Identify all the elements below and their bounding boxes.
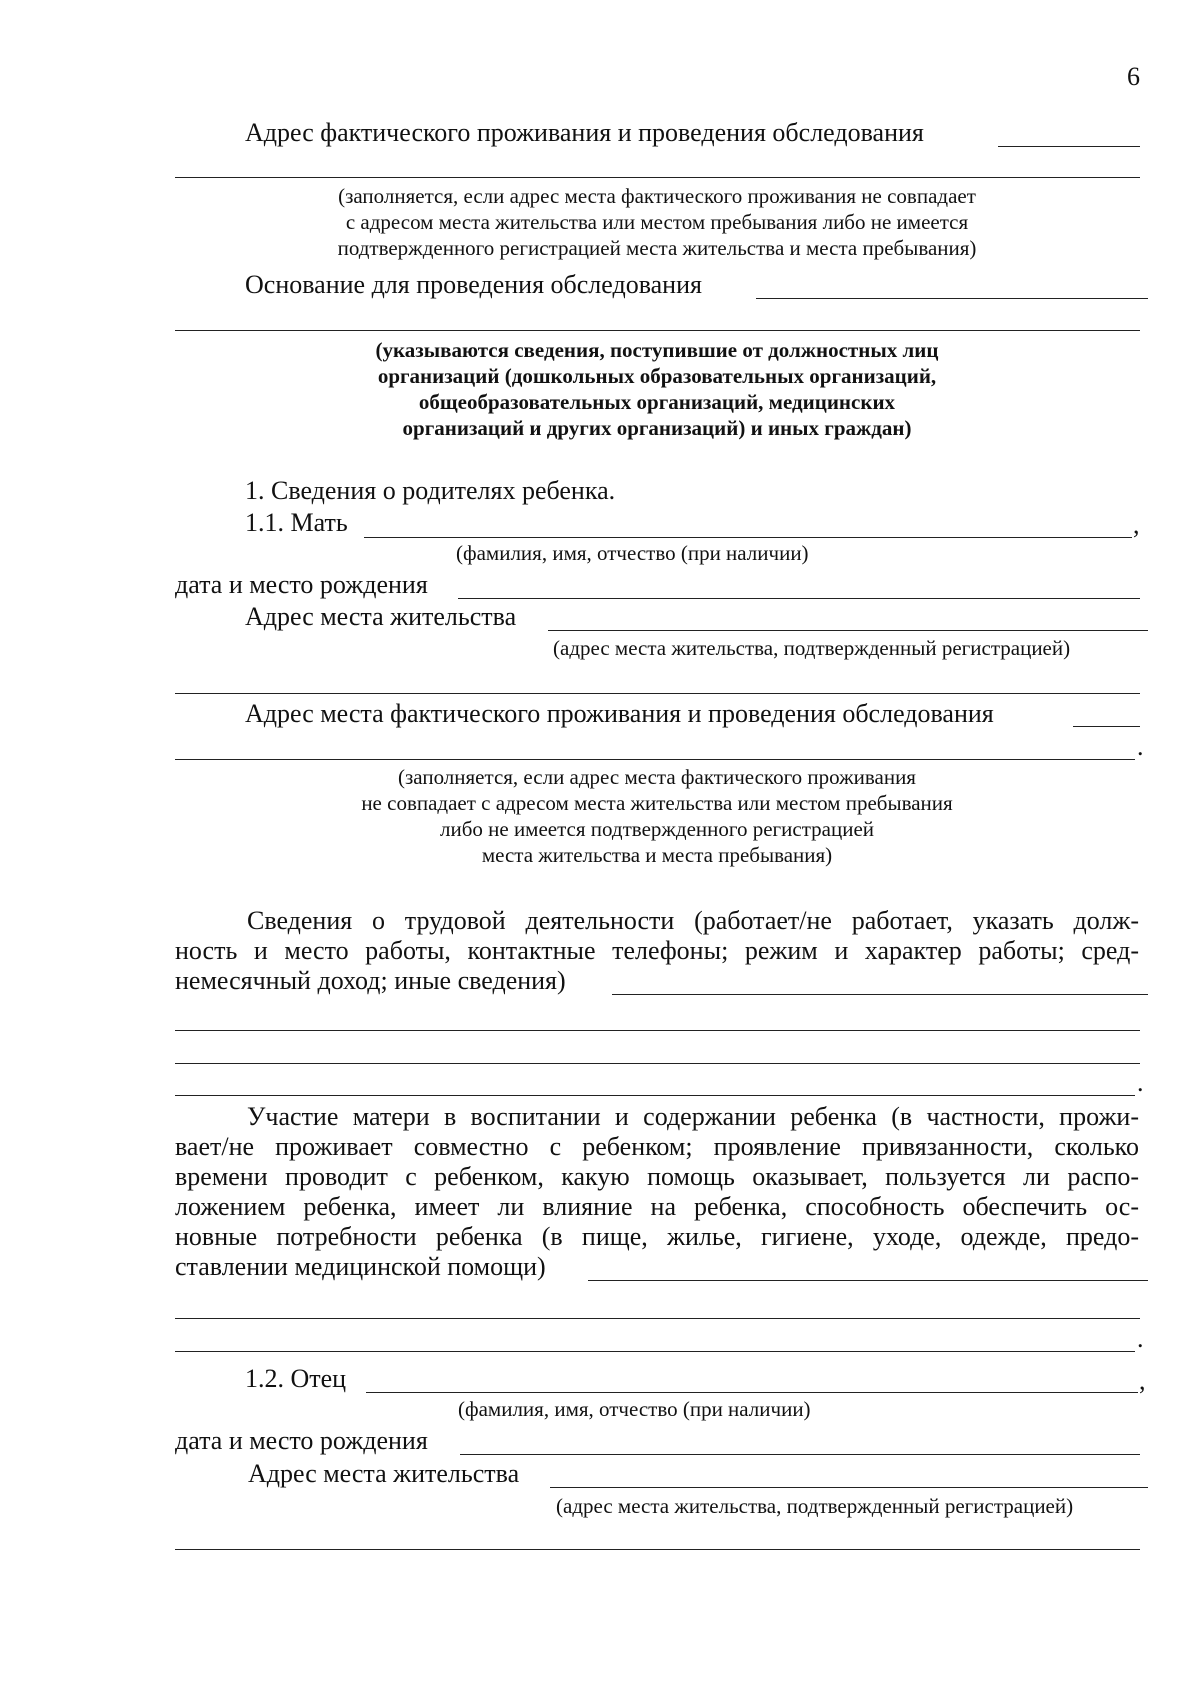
mother-work-fill-4[interactable] [175,1095,1135,1096]
father-residence-line[interactable] [550,1487,1148,1488]
mother-actual-address-period: . [1137,732,1144,761]
mother-work-paragraph [175,906,1139,966]
mother-work-fill-2[interactable] [175,1030,1140,1031]
mother-actual-address-line[interactable] [1073,726,1140,727]
father-residence-line-2[interactable] [175,1549,1140,1550]
basis-fill-line-2[interactable] [175,330,1140,331]
mother-work-line-3: немесячный доход; иные сведения) [175,966,566,995]
mother-work-line-1: Сведения о трудовой деятельности (работает/не работает, указать долж- [247,906,1139,935]
mother-participation-paragraph: Участие матери в воспитании и содержании ребенка (в частности, прожи- вает/не проживает совместно с ребенком; проявление привязанности, сколько времени проводит с ребенком, какую помощь оказывает, пользуется ли распо- ложением ребенка, имеет ли влияние на ребенка, способность обеспечить ос- новные потребности ребенка (в пище, жилье, гигиене, уходе, одежде, предо- [175,1102,1139,1251]
father-residence-note: (адрес места жительства, подтвержденный регистрацией) [556,1494,1074,1518]
mother-participation-last-line: ставлении медицинской помощи) [175,1252,546,1281]
father-birth-label: дата и место рождения [175,1426,428,1455]
father-birth-line[interactable] [460,1454,1140,1455]
mother-participation-fill-2[interactable] [175,1318,1140,1319]
page-number: 6 [1127,62,1140,91]
mother-work-fill-3[interactable] [175,1063,1140,1064]
basis-fill-line[interactable] [756,298,1148,299]
mother-comma: , [1133,510,1140,539]
father-label: 1.2. Отец [245,1364,347,1393]
mother-actual-address-note: (заполняется, если адрес места фактического проживания не совпадает с адресом места жительства или местом пребывания либо не имеется подтвержденного регистрацией места жительства и места пребывания) [361,765,953,867]
mother-name-line[interactable] [364,537,1132,538]
mother-actual-address-line-2[interactable] [175,759,1135,760]
address-fill-line-2[interactable] [175,177,1140,178]
address-note: (заполняется, если адрес места фактического проживания не совпадает с адресом места жительства или местом пребывания либо не имеется подтвержденного регистрацией места жительства и места пребывания) [337,184,977,260]
mother-residence-line-2[interactable] [175,693,1140,694]
mother-birth-line[interactable] [458,598,1140,599]
mother-participation-period: . [1137,1324,1144,1353]
father-name-note: (фамилия, имя, отчество (при наличии) [458,1397,811,1421]
mother-work-period: . [1137,1068,1144,1097]
father-comma: , [1139,1366,1146,1395]
address-fill-line[interactable] [998,146,1140,147]
mother-actual-address-label: Адрес места фактического проживания и проведения обследования [245,699,994,728]
father-residence-label: Адрес места жительства [248,1459,520,1488]
basis-note: (указываются сведения, поступившие от должностных лиц организаций (дошкольных образовательных организаций, общеобразовательных организаций, медицинских организаций и других организаций) и иных граждан) [375,338,939,440]
mother-name-note: (фамилия, имя, отчество (при наличии) [456,541,809,565]
mother-label: 1.1. Мать [245,508,348,537]
mother-work-fill-1[interactable] [612,994,1148,995]
mother-residence-note: (адрес места жительства, подтвержденный регистрацией) [553,636,1071,660]
address-label: Адрес фактического проживания и проведения обследования [245,118,924,147]
mother-birth-label: дата и место рождения [175,570,428,599]
mother-residence-label: Адрес места жительства [245,602,517,631]
parents-heading: 1. Сведения о родителях ребенка. [245,476,616,505]
mother-participation-fill-3[interactable] [175,1351,1135,1352]
mother-work-line-2: ность и место работы, контактные телефоны; режим и характер работы; сред- [175,936,1139,965]
mother-participation-fill-1[interactable] [588,1280,1148,1281]
mother-residence-line[interactable] [548,630,1148,631]
father-name-line[interactable] [366,1392,1138,1393]
basis-label: Основание для проведения обследования [245,270,702,299]
